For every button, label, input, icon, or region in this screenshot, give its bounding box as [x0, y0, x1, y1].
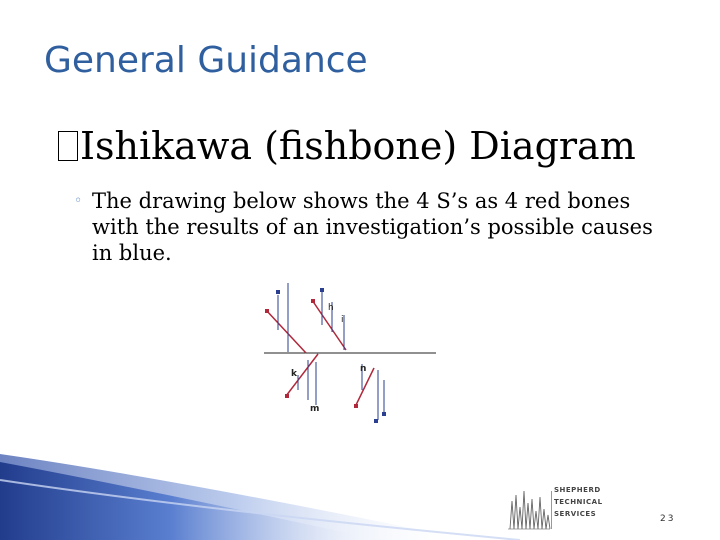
sub-bullet: [76, 188, 676, 266]
node-marker: [320, 288, 324, 292]
company-logo-text: [554, 484, 603, 520]
node-marker: [311, 299, 315, 303]
logo-line-2: TECHNICAL: [554, 498, 603, 506]
node-marker: [276, 290, 280, 294]
diagram-label-h: h: [328, 303, 334, 313]
node-marker: [382, 412, 386, 416]
diagram-label-m: m: [310, 404, 320, 414]
node-marker: [285, 394, 289, 398]
logo-line-1: SHEPHERD: [554, 486, 601, 494]
logo-line-3: SERVICES: [554, 510, 597, 518]
bullet-glyph-icon: [58, 131, 78, 161]
fishbone-diagram: [250, 270, 450, 440]
main-bullet-text: Ishikawa (fishbone) Diagram: [80, 124, 636, 168]
diagram-label-k: k: [291, 369, 297, 379]
node-marker: [354, 404, 358, 408]
sub-bullet-circle-icon: ◦: [74, 193, 83, 209]
page-number: 23: [660, 514, 676, 524]
diagram-label-i: i: [341, 315, 344, 325]
slide-title: General Guidance: [44, 40, 368, 81]
main-bullet: [58, 124, 636, 168]
sub-bullet-text: The drawing below shows the 4 S’s as 4 red bones with the results of an investigation’s possible causes in blue.: [92, 189, 653, 265]
bone-upper-1: [266, 310, 306, 353]
diagram-label-n: n: [360, 364, 367, 374]
node-marker: [374, 419, 378, 423]
node-marker: [265, 309, 269, 313]
